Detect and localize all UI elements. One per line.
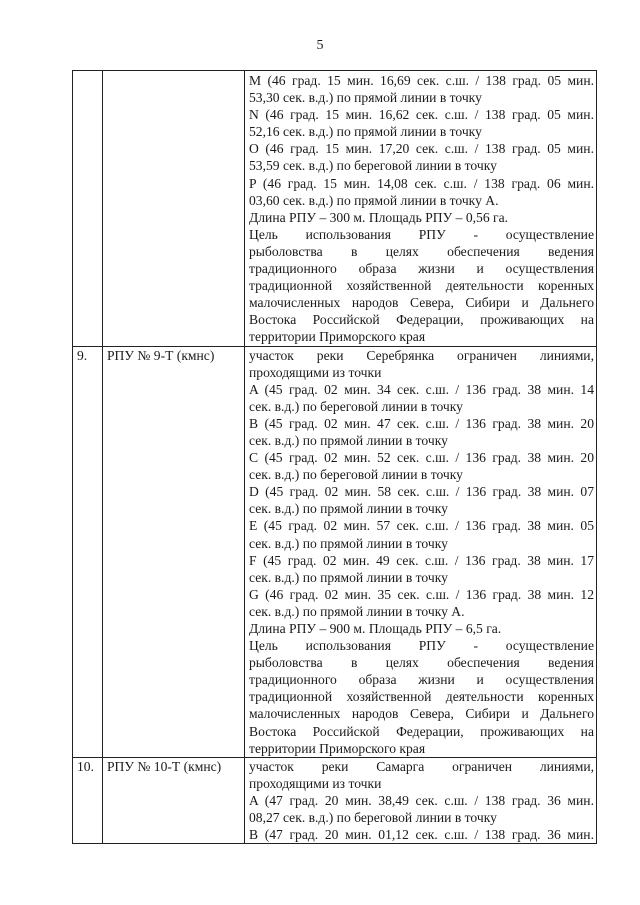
row-name	[103, 71, 245, 347]
description-line: 53,59 сек. в.д.) по береговой линии в точку	[249, 158, 497, 174]
description-line: традиционного образа жизни и осуществления	[249, 672, 594, 688]
description-line: 53,30 сек. в.д.) по прямой линии в точку	[249, 90, 482, 106]
row-number: 10.	[73, 757, 103, 843]
description-line: сек. в.д.) по береговой линии в точку	[249, 398, 463, 414]
table-row	[73, 757, 597, 843]
description-line: Цель использования РПУ - осуществление	[249, 226, 594, 242]
description-line: территории Приморского края	[249, 329, 426, 345]
description-line: N (46 град. 15 мин. 16,62 сек. с.ш. / 138 град. 05 мин.	[249, 107, 594, 123]
description-line: традиционного образа жизни и осуществления	[249, 261, 594, 277]
description-line: G (46 град. 02 мин. 35 сек. с.ш. / 136 град. 38 мин. 12	[249, 586, 594, 602]
description-line: сек. в.д.) по прямой линии в точку	[249, 501, 448, 517]
table-row	[73, 346, 597, 757]
description-line: рыболовства в целях обеспечения ведения	[249, 655, 594, 671]
description-line: проходящими из точки	[249, 364, 382, 380]
row-description	[245, 71, 597, 347]
row-description	[245, 346, 597, 757]
description-line: сек. в.д.) по прямой линии в точку	[249, 535, 448, 551]
description-line: Длина РПУ – 300 м. Площадь РПУ – 0,56 га.	[249, 209, 509, 225]
description-line: территории Приморского края	[249, 740, 426, 756]
description-line: B (47 град. 20 мин. 01,12 сек. с.ш. / 138 град. 36 мин.	[249, 827, 594, 843]
row-number: 9.	[73, 346, 103, 757]
description-line: P (46 град. 15 мин. 14,08 сек. с.ш. / 138 град. 06 мин.	[249, 175, 594, 191]
description-line: рыболовства в целях обеспечения ведения	[249, 243, 594, 259]
table-row	[73, 71, 597, 347]
description-line: 52,16 сек. в.д.) по прямой линии в точку	[249, 124, 482, 140]
description-line: проходящими из точки	[249, 775, 382, 791]
description-line: A (45 град. 02 мин. 34 сек. с.ш. / 136 град. 38 мин. 14	[249, 381, 594, 397]
page-number: 5	[316, 38, 324, 53]
description-line: O (46 град. 15 мин. 17,20 сек. с.ш. / 138 град. 05 мин.	[249, 141, 594, 157]
description-line: 03,60 сек. в.д.) по прямой линии в точку А.	[249, 192, 499, 208]
description-line: сек. в.д.) по прямой линии в точку А.	[249, 603, 465, 619]
description-line: малочисленных народов Севера, Сибири и Дальнего	[249, 706, 594, 722]
description-line: Востока Российской Федерации, проживающих на	[249, 312, 594, 328]
description-line: традиционной хозяйственной деятельности коренных	[249, 689, 594, 705]
description-line: E (45 град. 02 мин. 57 сек. с.ш. / 136 град. 38 мин. 05	[249, 518, 594, 534]
description-line: Цель использования РПУ - осуществление	[249, 638, 594, 654]
row-name: РПУ № 9-Т (кмнс)	[103, 346, 245, 757]
description-line: участок реки Самарга ограничен линиями,	[249, 758, 594, 774]
description-line: M (46 град. 15 мин. 16,69 сек. с.ш. / 138 град. 05 мин.	[249, 73, 594, 88]
description-line: сек. в.д.) по прямой линии в точку	[249, 569, 448, 585]
description-line: D (45 град. 02 мин. 58 сек. с.ш. / 136 град. 38 мин. 07	[249, 484, 594, 500]
description-line: Длина РПУ – 900 м. Площадь РПУ – 6,5 га.	[249, 621, 502, 636]
description-line: 08,27 сек. в.д.) по береговой линии в точку	[249, 810, 497, 826]
description-line: сек. в.д.) по береговой линии в точку	[249, 467, 463, 483]
description-line: F (45 град. 02 мин. 49 сек. с.ш. / 136 град. 38 мин. 17	[249, 552, 594, 568]
description-line: малочисленных народов Севера, Сибири и Дальнего	[249, 295, 594, 311]
row-number	[73, 71, 103, 347]
row-description	[245, 757, 597, 843]
description-line: A (47 град. 20 мин. 38,49 сек. с.ш. / 138 град. 36 мин.	[249, 792, 594, 808]
description-line: сек. в.д.) по прямой линии в точку	[249, 432, 448, 448]
description-line: участок реки Серебрянка ограничен линиями,	[249, 347, 594, 363]
document-table	[72, 70, 597, 844]
description-line: традиционной хозяйственной деятельности коренных	[249, 278, 594, 294]
description-line: Востока Российской Федерации, проживающих на	[249, 723, 594, 739]
description-line: B (45 град. 02 мин. 47 сек. с.ш. / 136 град. 38 мин. 20	[249, 415, 594, 431]
row-name: РПУ № 10-Т (кмнс)	[103, 757, 245, 843]
description-line: C (45 град. 02 мин. 52 сек. с.ш. / 136 град. 38 мин. 20	[249, 450, 594, 466]
